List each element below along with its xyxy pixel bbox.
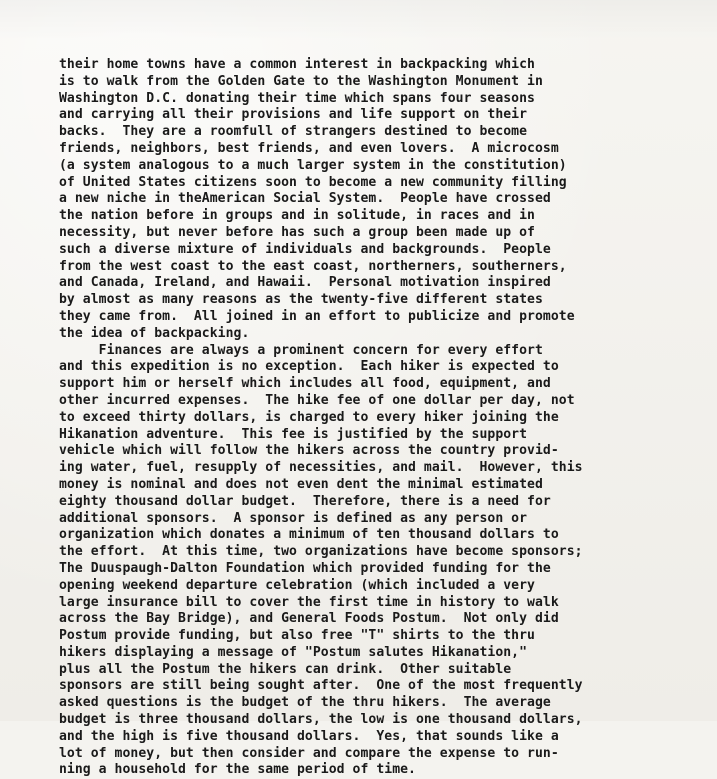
- text-line: organization which donates a minimum of ten thousand dollars to: [59, 527, 559, 543]
- page-body-text: [59, 57, 699, 779]
- text-line: lot of money, but then consider and compare the expense to run-: [59, 745, 559, 761]
- text-line: and this expedition is no exception. Each hiker is expected to: [59, 359, 559, 375]
- text-line: money is nominal and does not even dent the minimal estimated: [59, 476, 543, 492]
- text-line: is to walk from the Golden Gate to the Washington Monument in: [59, 73, 543, 89]
- text-line: opening weekend departure celebration (which included a very: [59, 577, 535, 593]
- text-line: such a diverse mixture of individuals and backgrounds. People: [59, 241, 551, 257]
- text-line: additional sponsors. A sponsor is defined as any person or: [59, 510, 528, 526]
- text-line: the effort. At this time, two organizations have become sponsors;: [59, 544, 583, 560]
- text-line: eighty thousand dollar budget. Therefore, there is a need for: [59, 493, 551, 509]
- text-line: to exceed thirty dollars, is charged to every hiker joining the: [59, 409, 559, 425]
- text-line: backs. They are a roomfull of strangers destined to become: [59, 124, 528, 140]
- text-line: and the high is five thousand dollars. Yes, that sounds like a: [59, 728, 559, 744]
- text-line: across the Bay Bridge), and General Foods Postum. Not only did: [59, 611, 559, 627]
- text-line: by almost as many reasons as the twenty-five different states: [59, 292, 543, 308]
- text-line: plus all the Postum the hikers can drink. Other suitable: [59, 661, 512, 677]
- text-line: budget is three thousand dollars, the low is one thousand dollars,: [59, 712, 583, 728]
- text-line: friends, neighbors, best friends, and even lovers. A microcosm: [59, 140, 559, 156]
- text-line: large insurance bill to cover the first time in history to walk: [59, 594, 559, 610]
- text-line: necessity, but never before has such a group been made up of: [59, 224, 535, 240]
- text-line: Finances are always a prominent concern for every effort: [59, 342, 543, 358]
- text-line: support him or herself which includes all food, equipment, and: [59, 376, 551, 392]
- text-line: Hikanation adventure. This fee is justified by the support: [59, 426, 528, 442]
- text-line: their home towns have a common interest in backpacking which: [59, 57, 535, 72]
- text-line: they came from. All joined in an effort to publicize and promote: [59, 308, 575, 324]
- text-line: (a system analogous to a much larger system in the constitution): [59, 157, 567, 173]
- text-line: ing water, fuel, resupply of necessities, and mail. However, this: [59, 460, 583, 476]
- text-line: vehicle which will follow the hikers across the country provid-: [59, 443, 559, 459]
- text-line: and Canada, Ireland, and Hawaii. Personal motivation inspired: [59, 275, 551, 291]
- text-line: other incurred expenses. The hike fee of one dollar per day, not: [59, 392, 575, 408]
- text-line: ning a household for the same period of time.: [59, 762, 416, 778]
- text-line: the idea of backpacking.: [59, 325, 250, 341]
- text-line: The Duuspaugh-Dalton Foundation which provided funding for the: [59, 560, 551, 576]
- text-line: a new niche in theAmerican Social System. People have crossed: [59, 191, 551, 207]
- text-line: and carrying all their provisions and life support on their: [59, 107, 528, 123]
- text-line: hikers displaying a message of "Postum salutes Hikanation,": [59, 644, 528, 660]
- text-line: of United States citizens soon to become a new community filling: [59, 174, 567, 190]
- text-line: asked questions is the budget of the thru hikers. The average: [59, 695, 551, 711]
- text-line: sponsors are still being sought after. One of the most frequently: [59, 678, 583, 694]
- text-line: from the west coast to the east coast, northerners, southerners,: [59, 258, 567, 274]
- text-line: Postum provide funding, but also free "T" shirts to the thru: [59, 628, 535, 644]
- text-line: Washington D.C. donating their time which spans four seasons: [59, 90, 535, 106]
- text-line: the nation before in groups and in solitude, in races and in: [59, 208, 535, 224]
